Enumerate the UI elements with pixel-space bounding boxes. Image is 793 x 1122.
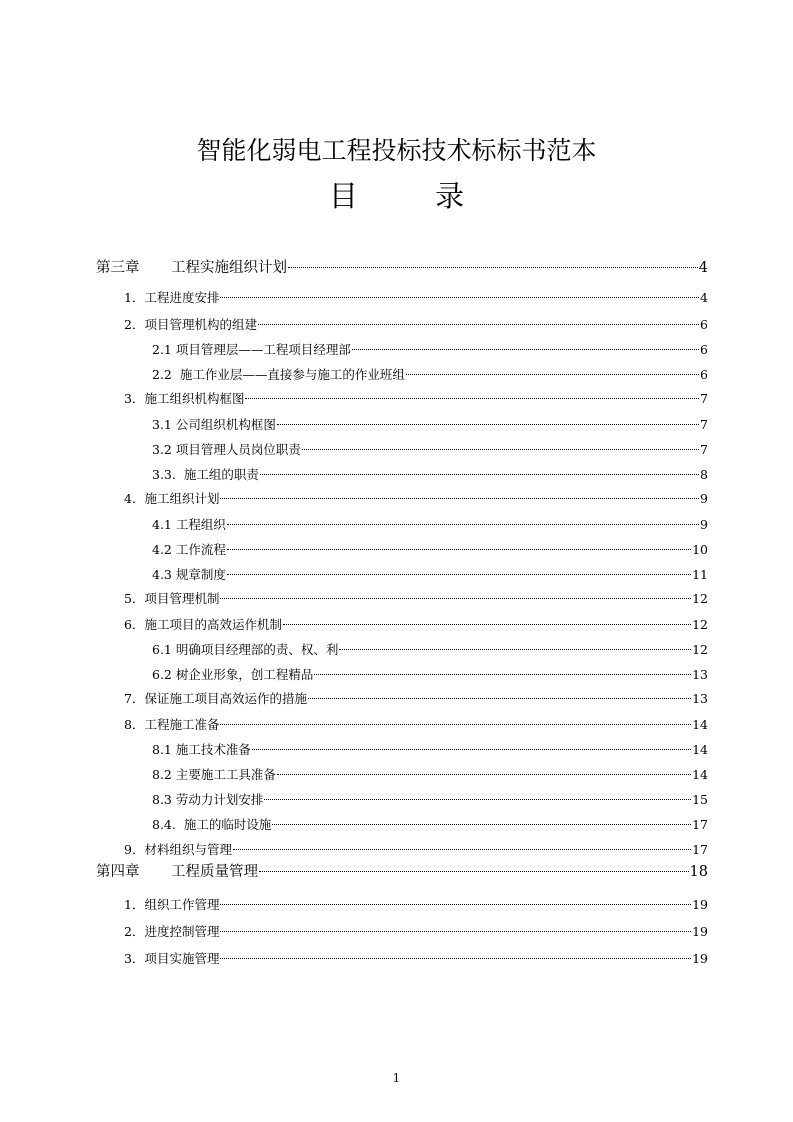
toc-entry-number: 3．	[124, 951, 145, 966]
toc-entry-page: 6	[700, 367, 708, 382]
toc-entry-number: 4.3	[152, 567, 172, 582]
toc-entry-label: 规章制度	[175, 567, 226, 582]
toc-leader-dots	[314, 674, 691, 675]
toc-entry-number: 5．	[124, 591, 145, 606]
toc-leader-dots	[277, 424, 699, 425]
toc-section-entry[interactable]	[124, 841, 708, 859]
toc-entry-number: 8．	[124, 717, 145, 732]
toc-leader-dots	[220, 904, 691, 905]
toc-entry-page: 19	[692, 924, 708, 939]
toc-entry-label: 施工作业层——直接参与施工的作业班组	[175, 367, 405, 382]
toc-subsection-entry[interactable]	[152, 666, 708, 684]
toc-leader-dots	[227, 524, 699, 525]
toc-entry-label: 施工组织机构框图	[144, 391, 245, 406]
toc-entry-label: 施工的临时设施	[179, 817, 272, 832]
toc-section-entry[interactable]	[124, 896, 708, 914]
toc-leader-dots	[227, 549, 691, 550]
toc-entry-page: 17	[692, 817, 708, 832]
toc-entry-number: 8.1	[152, 742, 172, 757]
toc-entry-label: 项目实施管理	[144, 951, 220, 966]
toc-subsection-entry[interactable]	[152, 541, 708, 559]
toc-entry-page: 19	[692, 897, 708, 912]
toc-entry-number: 9．	[124, 842, 145, 857]
toc-leader-dots	[283, 624, 691, 625]
toc-entry-label: 工程质量管理	[171, 864, 258, 880]
toc-entry-page: 11	[692, 567, 708, 582]
toc-leader-dots	[406, 374, 699, 375]
toc-entry-label: 项目管理层——工程项目经理部	[175, 342, 351, 357]
toc-entry-label: 施工项目的高效运作机制	[144, 617, 282, 632]
toc-entry-number: 2．	[124, 317, 145, 332]
toc-entry-label: 施工技术准备	[175, 742, 251, 757]
toc-section-entry[interactable]	[124, 616, 708, 634]
toc-entry-page: 10	[692, 542, 708, 557]
toc-entry-number: 8.3	[152, 792, 172, 807]
toc-section-entry[interactable]	[124, 923, 708, 941]
toc-leader-dots	[302, 449, 699, 450]
toc-leader-dots	[259, 871, 689, 872]
toc-leader-dots	[288, 267, 698, 268]
toc-entry-number: 4．	[124, 491, 145, 506]
toc-subsection-entry[interactable]	[152, 441, 708, 459]
toc-entry-number: 7．	[124, 691, 145, 706]
toc-leader-dots	[227, 574, 691, 575]
toc-heading: 目 录	[328, 179, 499, 213]
toc-leader-dots	[220, 297, 699, 298]
toc-entry-label: 劳动力计划安排	[175, 792, 264, 807]
toc-entry-number: 1．	[124, 290, 145, 305]
toc-section-entry[interactable]	[124, 590, 708, 608]
toc-entry-label: 项目管理机制	[144, 591, 220, 606]
toc-entry-page: 4	[700, 290, 708, 305]
toc-subsection-entry[interactable]	[152, 791, 708, 809]
toc-entry-label: 工程组织	[175, 517, 226, 532]
toc-entry-number: 4.1	[152, 517, 172, 532]
toc-section-entry[interactable]	[124, 289, 708, 307]
toc-subsection-entry[interactable]	[152, 766, 708, 784]
toc-section-entry[interactable]	[124, 950, 708, 968]
toc-entry-page: 9	[700, 517, 708, 532]
toc-section-entry[interactable]	[124, 316, 708, 334]
toc-entry-number: 2．	[124, 924, 145, 939]
toc-entry-page: 9	[700, 491, 708, 506]
toc-leader-dots	[264, 799, 691, 800]
toc-entry-number: 第四章	[96, 864, 140, 880]
toc-entry-page: 13	[692, 691, 708, 706]
toc-leader-dots	[233, 849, 691, 850]
toc-entry-label: 明确项目经理部的责、权、利	[175, 642, 339, 657]
toc-chapter-entry[interactable]	[96, 258, 708, 278]
toc-entry-label: 施工组的职责	[179, 467, 259, 482]
toc-entry-page: 18	[689, 864, 708, 880]
toc-entry-page: 12	[692, 591, 708, 606]
toc-entry-page: 15	[692, 792, 708, 807]
toc-entry-number: 3.2	[152, 442, 172, 457]
toc-entry-number: 第三章	[96, 260, 140, 276]
toc-leader-dots	[220, 598, 691, 599]
toc-subsection-entry[interactable]	[152, 516, 708, 534]
toc-subsection-entry[interactable]	[152, 566, 708, 584]
toc-section-entry[interactable]	[124, 390, 708, 408]
toc-entry-page: 14	[692, 717, 708, 732]
toc-leader-dots	[277, 774, 691, 775]
toc-chapter-entry[interactable]	[96, 862, 708, 882]
toc-leader-dots	[252, 749, 691, 750]
toc-entry-page: 12	[692, 617, 708, 632]
toc-leader-dots	[220, 958, 691, 959]
toc-entry-label: 进度控制管理	[144, 924, 220, 939]
toc-entry-label: 项目管理机构的组建	[144, 317, 257, 332]
toc-entry-page: 6	[700, 317, 708, 332]
toc-subsection-entry[interactable]	[152, 366, 708, 384]
toc-subsection-entry[interactable]	[152, 741, 708, 759]
page-number: 1	[392, 1071, 401, 1085]
toc-entry-number: 6．	[124, 617, 145, 632]
toc-entry-label: 公司组织机构框图	[175, 417, 276, 432]
toc-leader-dots	[220, 931, 691, 932]
toc-entry-number: 6.1	[152, 642, 172, 657]
toc-entry-number: 3．	[124, 391, 145, 406]
toc-entry-page: 7	[700, 417, 708, 432]
toc-entry-label: 施工组织计划	[144, 491, 220, 506]
toc-leader-dots	[258, 324, 699, 325]
toc-leader-dots	[272, 824, 691, 825]
toc-entry-number: 1．	[124, 897, 145, 912]
toc-entry-page: 7	[700, 391, 708, 406]
toc-entry-page: 4	[698, 260, 708, 276]
toc-entry-label: 工程实施组织计划	[171, 260, 287, 276]
toc-entry-number: 3.3.	[152, 467, 176, 482]
toc-entry-number: 6.2	[152, 667, 172, 682]
toc-leader-dots	[339, 649, 691, 650]
toc-leader-dots	[260, 474, 699, 475]
toc-entry-label: 组织工作管理	[144, 897, 220, 912]
toc-entry-number: 8.2	[152, 767, 172, 782]
page-title: 智能化弱电工程投标技术标标书范本	[196, 136, 597, 165]
toc-subsection-entry[interactable]	[152, 341, 708, 359]
toc-entry-page: 19	[692, 951, 708, 966]
toc-entry-page: 14	[692, 742, 708, 757]
toc-leader-dots	[220, 498, 699, 499]
toc-subsection-entry[interactable]	[152, 466, 708, 484]
toc-entry-number: 3.1	[152, 417, 172, 432]
toc-subsection-entry[interactable]	[152, 641, 708, 659]
toc-entry-label: 材料组织与管理	[144, 842, 232, 857]
toc-entry-page: 6	[700, 342, 708, 357]
toc-leader-dots	[220, 724, 691, 725]
toc-section-entry[interactable]	[124, 716, 708, 734]
toc-section-entry[interactable]	[124, 690, 708, 708]
toc-entry-page: 13	[692, 667, 708, 682]
toc-entry-number: 2.2	[152, 367, 172, 382]
toc-entry-label: 主要施工工具准备	[175, 767, 276, 782]
toc-entry-label: 工作流程	[175, 542, 226, 557]
toc-entry-page: 7	[700, 442, 708, 457]
toc-entry-number: 2.1	[152, 342, 172, 357]
toc-subsection-entry[interactable]	[152, 416, 708, 434]
toc-entry-label: 工程施工准备	[144, 717, 220, 732]
toc-subsection-entry[interactable]	[152, 816, 708, 834]
toc-section-entry[interactable]	[124, 490, 708, 508]
toc-entry-number: 4.2	[152, 542, 172, 557]
toc-entry-label: 保证施工项目高效运作的措施	[144, 691, 307, 706]
toc-entry-label: 工程进度安排	[144, 290, 220, 305]
toc-entry-label: 项目管理人员岗位职责	[175, 442, 301, 457]
toc-entry-page: 8	[700, 467, 708, 482]
toc-entry-page: 12	[692, 642, 708, 657]
toc-leader-dots	[308, 698, 691, 699]
toc-entry-page: 17	[692, 842, 708, 857]
toc-leader-dots	[352, 349, 699, 350]
toc-leader-dots	[245, 398, 699, 399]
toc-entry-label: 树企业形象，创工程精品	[175, 667, 314, 682]
toc-entry-number: 8.4.	[152, 817, 176, 832]
toc-entry-page: 14	[692, 767, 708, 782]
